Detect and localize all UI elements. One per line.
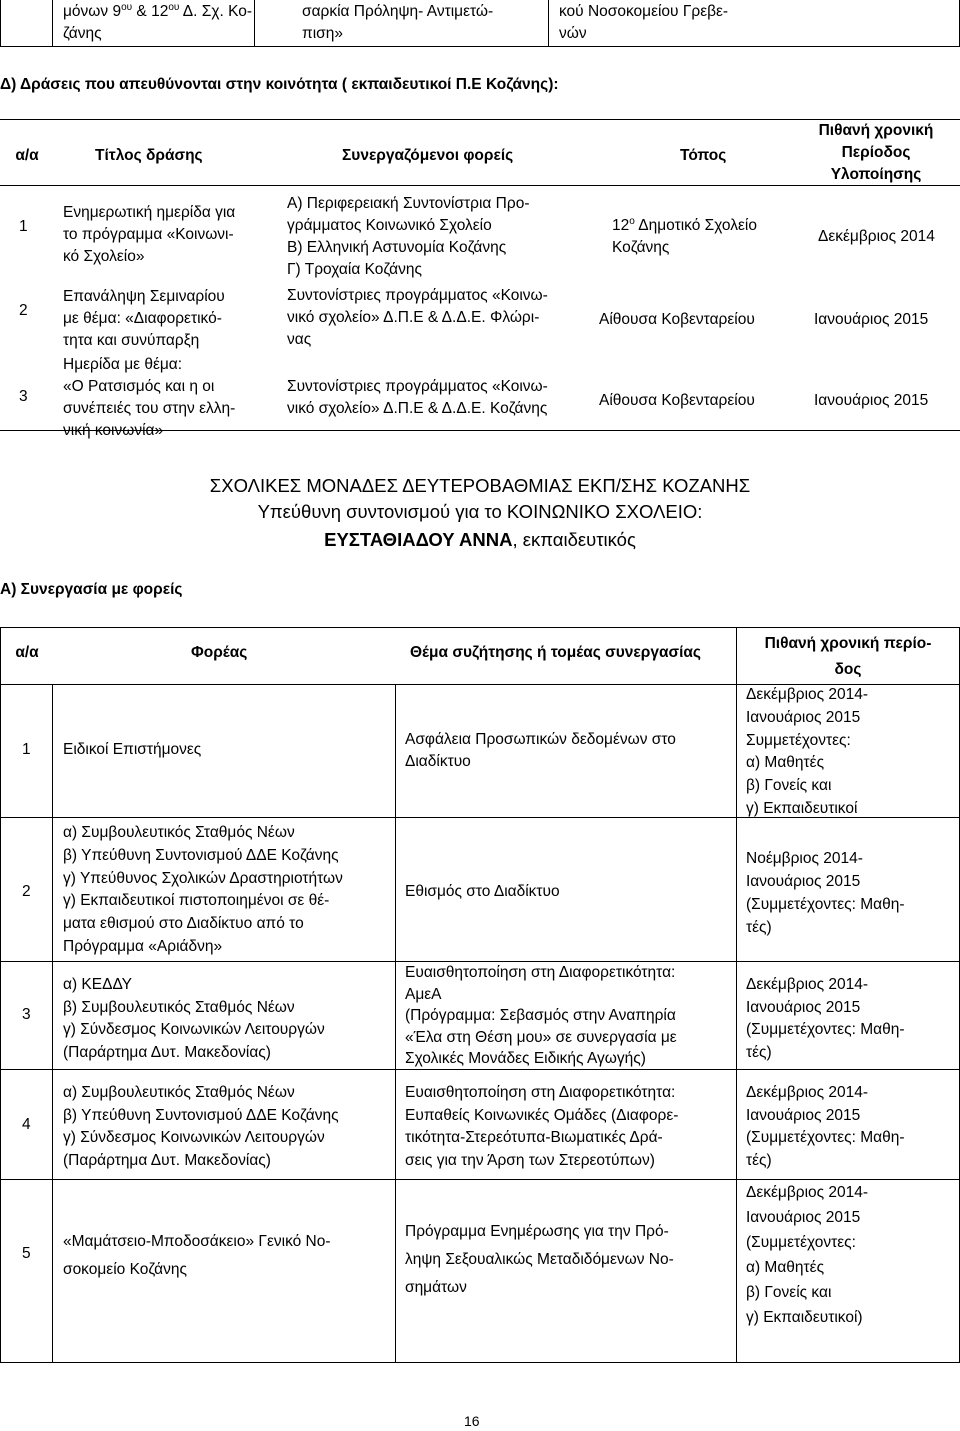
coordinator-name: ΕΥΣΤΑΘΙΑΔΟΥ ΑΝΝΑ [324, 529, 513, 550]
table-d-partners-3: Συντονίστριες προγράμματος «Κοινω- νικό σχολείο» Δ.Π.Ε & Δ.Δ.Ε. Κοζάνης [287, 378, 548, 417]
table-a-period-1: Δεκέμβριος 2014- Ιανουάριος 2015 Συμμετέχοντες: α) Μαθητές β) Γονείς και γ) Εκπαιδευτικοί [746, 686, 869, 817]
table-a-border [0, 627, 1, 1363]
top-table-border [0, 46, 960, 47]
table-d-header-period: Πιθανή χρονική Περίοδος Υλοποίησης [818, 122, 934, 183]
table-d-header-title: Τίτλος δράσης [95, 147, 203, 164]
school-header-line1: ΣΧΟΛΙΚΕΣ ΜΟΝΑΔΕΣ ΔΕΥΤΕΡΟΒΑΘΜΙΑΣ ΕΚΠ/ΣΗΣ ΚΟΖΑΝΗΣ [209, 475, 751, 496]
table-a-border [0, 627, 960, 628]
table-a-topic-2: Εθισμός στο Διαδίκτυο [405, 883, 560, 900]
table-a-topic-5: Πρόγραμμα Ενημέρωσης για την Πρό- ληψη Σεξουαλικώς Μεταδιδόμενων Νο- σημάτων [405, 1223, 674, 1296]
table-d-place-3: Αίθουσα Κοβενταρείου [599, 392, 755, 409]
table-a-num-5: 5 [22, 1245, 31, 1262]
table-d-place-1: $12^o$ Δημοτικό Σχολείο Κοζάνης [612, 215, 757, 256]
top-cell-schools: μόνων $9^{o\upsilon}$ & $12^{o\upsilon}$ Δ. Σχ. Κο- ζάνης [63, 1, 253, 42]
table-a-border [395, 684, 396, 1363]
top-table-border [548, 0, 549, 47]
table-d-num-3: 3 [19, 388, 28, 405]
table-a-border [0, 1362, 960, 1363]
table-a-num-4: 4 [22, 1116, 31, 1133]
table-a-num-2: 2 [22, 883, 31, 900]
table-d-period-2: Ιανουάριος 2015 [814, 311, 929, 328]
table-d-header-num: α/α [15, 147, 39, 164]
table-a-border [52, 684, 53, 1363]
table-a-num-1: 1 [22, 741, 31, 758]
table-a-period-3: Δεκέμβριος 2014- Ιανουάριος 2015 (Συμμετέχοντες: Μαθη- τές) [746, 976, 905, 1061]
top-table-border [52, 0, 53, 47]
table-a-border [736, 627, 737, 1363]
top-table-border [254, 0, 255, 47]
table-a-org-3: α) ΚΕΔΔΥ β) Συμβουλευτικός Σταθμός Νέων γ) Σύνδεσμος Κοινωνικών Λειτουργών (Παράρτημα Δυτ. Μακεδονίας) [63, 976, 325, 1061]
table-d-title-3: Ημερίδα με θέμα: «Ο Ρατσισμός και η οι συνέπειές του στην ελλη- νική κοινωνία» [63, 356, 236, 439]
table-a-period-5: Δεκέμβριος 2014- Ιανουάριος 2015 (Συμμετέχοντες: α) Μαθητές β) Γονείς και γ) Εκπαιδευτικοί) [746, 1184, 869, 1326]
school-header-line3: ΕΥΣΤΑΘΙΑΔΟΥ ΑΝΝΑ, εκπαιδευτικός [324, 529, 636, 550]
page-number: 16 [464, 1413, 480, 1429]
section-d-title: Δ) Δράσεις που απευθύνονται στην κοινότητα ( εκπαιδευτικοί Π.Ε Κοζάνης): [0, 76, 559, 93]
table-d-title-1: Ενημερωτική ημερίδα για το πρόγραμμα «Κοινωνι- κό Σχολείο» [63, 204, 236, 265]
table-a-header-num: α/α [15, 644, 39, 661]
section-a-title: Α) Συνεργασία με φορείς [0, 581, 183, 598]
table-a-header-org: Φορέας [191, 644, 248, 661]
table-d-header-partners: Συνεργαζόμενοι φορείς [342, 147, 514, 164]
table-d-header-place: Τόπος [680, 147, 727, 164]
top-cell-hospital: κού Νοσοκομείου Γρεβε- νών [559, 3, 729, 42]
table-d-place-2: Αίθουσα Κοβενταρείου [599, 311, 755, 328]
table-a-period-4: Δεκέμβριος 2014- Ιανουάριος 2015 (Συμμετέχοντες: Μαθη- τές) [746, 1084, 905, 1169]
top-cell-topic: σαρκία Πρόληψη- Αντιμετώ- πιση» [302, 3, 494, 42]
table-d-partners-1: Α) Περιφερειακή Συντονίστρια Προ- γράμματος Κοινωνικό Σχολείο Β) Ελληνική Αστυνομία Κοζάνης Γ) Τροχαία Κοζάνης [287, 195, 530, 278]
table-d-title-2: Επανάληψη Σεμιναρίου με θέμα: «Διαφορετικό- τητα και συνύπαρξη [63, 288, 225, 349]
table-a-org-1: Ειδικοί Επιστήμονες [63, 741, 202, 758]
top-table-border [0, 0, 1, 47]
table-d-num-2: 2 [19, 302, 28, 319]
table-a-topic-3: Ευαισθητοποίηση στη Διαφορετικότητα: ΑμεΑ (Πρόγραμμα: Σεβασμός στην Αναπηρία «Έλα στη Θέση μου» σε συνεργασία με Σχολικές Μονάδες Ειδικής Αγωγής) [405, 964, 677, 1067]
school-header-line2: Υπεύθυνη συντονισμού για το ΚΟΙΝΩΝΙΚΟ ΣΧΟΛΕΙΟ: [257, 501, 703, 522]
table-a-org-5: «Μαμάτσειο-Μποδοσάκειο» Γενικό Νο- σοκομείο Κοζάνης [63, 1233, 331, 1278]
table-a-topic-1: Ασφάλεια Προσωπικών δεδομένων στο Διαδίκτυο [405, 731, 676, 770]
table-d-period-1: Δεκέμβριος 2014 [818, 228, 935, 245]
table-a-header-period: Πιθανή χρονική περίο- δος [764, 635, 932, 678]
table-d-period-3: Ιανουάριος 2015 [814, 392, 929, 409]
table-a-period-2: Νοέμβριος 2014- Ιανουάριος 2015 (Συμμετέχοντες: Μαθη- τές) [746, 850, 905, 936]
table-d-num-1: 1 [19, 218, 28, 235]
table-a-num-3: 3 [22, 1006, 31, 1023]
table-d-partners-2: Συντονίστριες προγράμματος «Κοινω- νικό σχολείο» Δ.Π.Ε & Δ.Δ.Ε. Φλώρι- νας [287, 287, 548, 348]
table-a-header-topic: Θέμα συζήτησης ή τομέας συνεργασίας [410, 644, 701, 661]
table-a-org-2: α) Συμβουλευτικός Σταθμός Νέων β) Υπεύθυνη Συντονισμού ΔΔΕ Κοζάνης γ) Υπεύθυνος Σχολικών Δραστηριοτήτων γ) Εκπαιδευτικοί πιστοποιημένοι σε θέ- ματα εθισμού στο Διαδίκτυο από το Πρόγραμμα «Αριάδνη» [63, 824, 343, 955]
table-a-topic-4: Ευαισθητοποίηση στη Διαφορετικότητα: Ευπαθείς Κοινωνικές Ομάδες (Διαφορε- τικότητα-Στερεότυπα-Βιωματικές Δρά- σεις για την Άρση των Στερεοτύπων) [405, 1084, 679, 1169]
table-a-org-4: α) Συμβουλευτικός Σταθμός Νέων β) Υπεύθυνη Συντονισμού ΔΔΕ Κοζάνης γ) Σύνδεσμος Κοινωνικών Λειτουργών (Παράρτημα Δυτ. Μακεδονίας) [63, 1084, 339, 1169]
